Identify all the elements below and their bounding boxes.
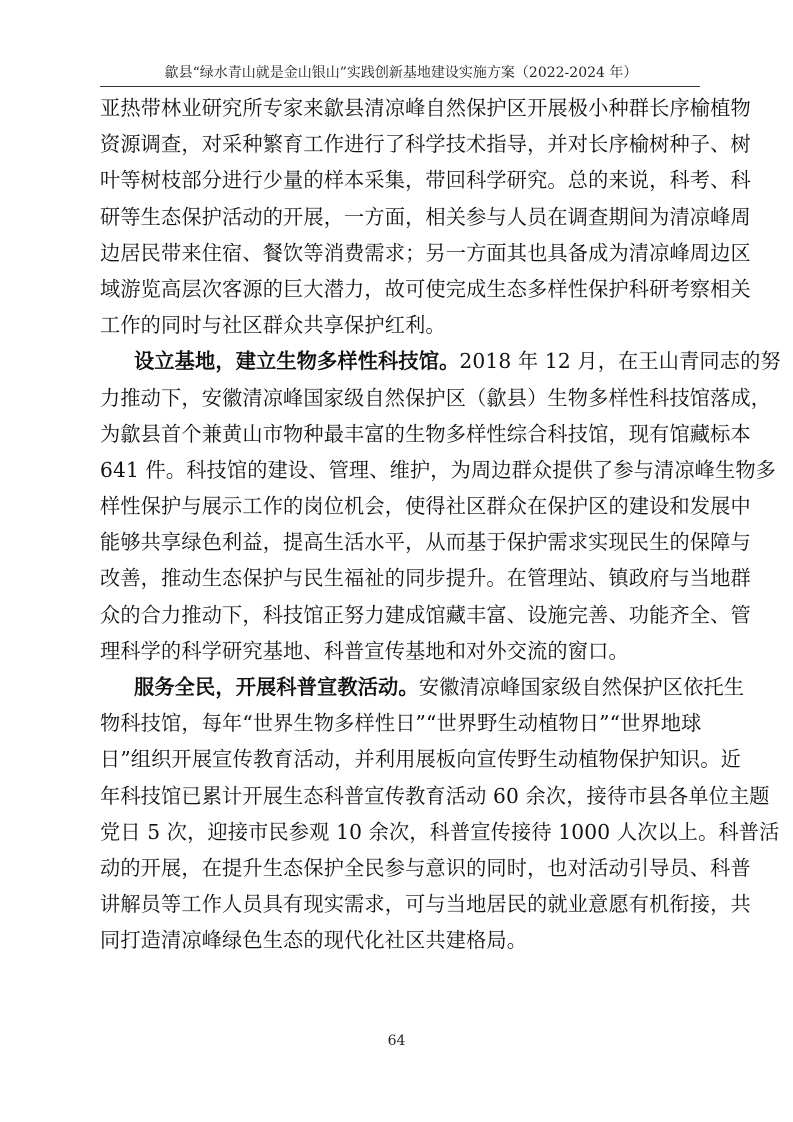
text-line: 同打造清凉峰绿色生态的现代化社区共建格局。	[100, 928, 528, 953]
text-line: 能够共享绿色利益，提高生活水平，从而基于保护需求实现民生的保障与	[100, 530, 751, 555]
header-divider	[100, 86, 700, 87]
paragraph-heading: 设立基地，建立生物多样性科技馆。	[134, 349, 460, 374]
paragraph-science-education	[100, 669, 780, 959]
paragraph-heading: 服务全民，开展科普宣教活动。	[134, 675, 419, 699]
text-line: 物科技馆，每年“世界生物多样性日”“世界野生动植物日”“世界地球	[100, 711, 702, 736]
text-line: 讲解员等工作人员具有现实需求，可与当地居民的就业意愿有机衔接，共	[100, 892, 751, 917]
text-line	[100, 669, 745, 705]
text-line: 理科学的科学研究基地、科普宣传基地和对外交流的窗口。	[100, 638, 629, 663]
paragraph-lead-text: 安徽清凉峰国家级自然保护区依托生	[418, 675, 745, 699]
paragraph-science-museum	[100, 343, 781, 669]
text-line: 党日 5 次，迎接市民参观 10 余次，科普宣传接待 1000 人次以上。科普活	[100, 819, 780, 844]
text-line: 年科技馆已累计开展生态科普宣传教育活动 60 余次，接待市县各单位主题	[100, 783, 770, 808]
text-line: 力推动下，安徽清凉峰国家级自然保护区（歙县）生物多样性科技馆落成，	[100, 385, 772, 410]
text-line: 资源调查，对采种繁育工作进行了科学技术指导，并对长序榆树种子、树	[100, 132, 751, 157]
text-line: 众的合力推动下，科技馆正努力建成馆藏丰富、设施完善、功能齐全、管	[100, 602, 751, 627]
page-number: 64	[387, 1033, 406, 1049]
running-header: 歙县“绿水青山就是金山银山”实践创新基地建设实施方案（2022-2024 年）	[164, 65, 638, 81]
text-line: 641 件。科技馆的建设、管理、维护，为周边群众提供了参与清凉峰生物多	[100, 457, 777, 482]
text-line: 边居民带来住宿、餐饮等消费需求；另一方面其也具备成为清凉峰周边区	[100, 240, 751, 265]
text-line: 域游览高层次客源的巨大潜力，故可使完成生态多样性保护科研考察相关	[100, 276, 751, 301]
text-line: 研等生态保护活动的开展，一方面，相关参与人员在调查期间为清凉峰周	[100, 204, 751, 229]
paragraph-lead-text: 2018 年 12 月，在王山青同志的努	[459, 349, 781, 374]
text-line: 样性保护与展示工作的岗位机会，使得社区群众在保护区的建设和发展中	[100, 494, 751, 519]
text-line: 为歙县首个兼黄山市物种最丰富的生物多样性综合科技馆，现有馆藏标本	[100, 421, 751, 446]
paragraph-continuation	[100, 90, 751, 343]
text-line: 叶等树枝部分进行少量的样本采集，带回科学研究。总的来说，科考、科	[100, 168, 751, 193]
text-line: 动的开展，在提升生态保护全民参与意识的同时，也对活动引导员、科普	[100, 855, 751, 880]
text-line	[100, 343, 781, 379]
text-line: 改善，推动生态保护与民生福祉的同步提升。在管理站、镇政府与当地群	[100, 566, 751, 591]
text-line: 工作的同时与社区群众共享保护红利。	[100, 313, 446, 338]
text-line: 日”组织开展宣传教育活动，并利用展板向宣传野生动植物保护知识。近	[100, 747, 741, 772]
text-line: 亚热带林业研究所专家来歙县清凉峰自然保护区开展极小种群长序榆植物	[100, 96, 751, 120]
document-body	[100, 90, 781, 959]
